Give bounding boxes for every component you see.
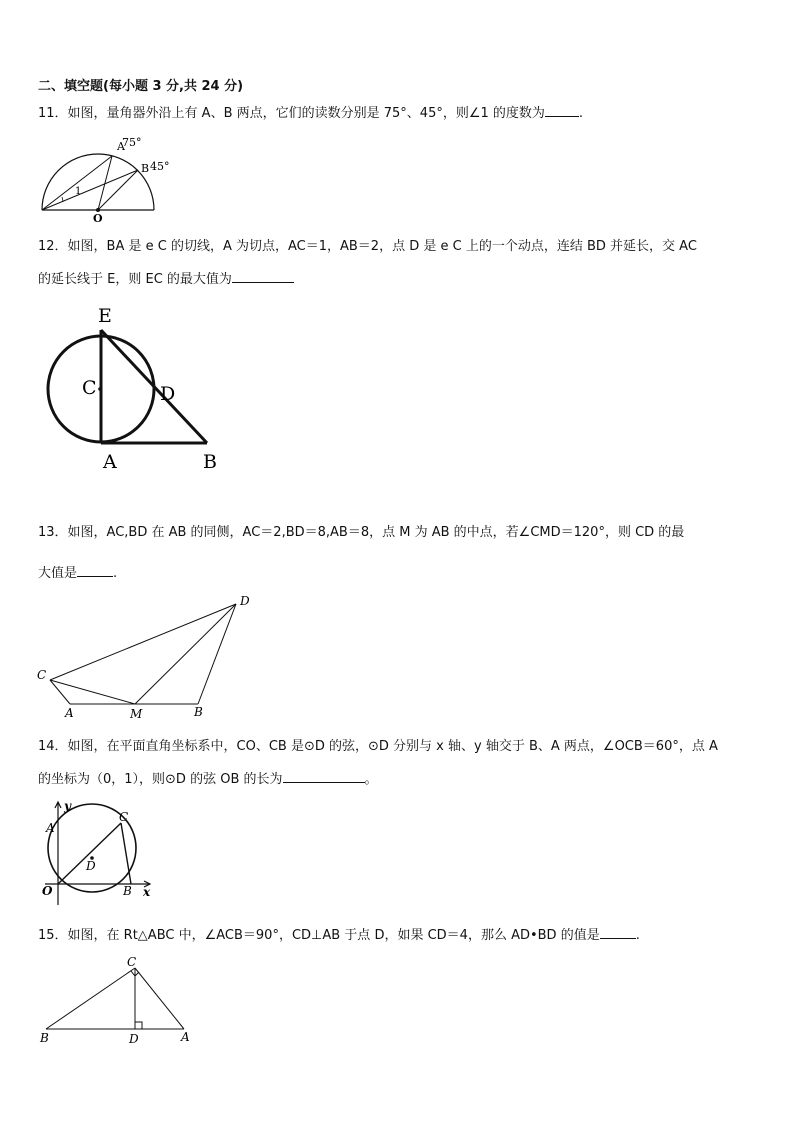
- answer-blank-15[interactable]: [600, 926, 636, 939]
- label-b: B: [141, 162, 150, 175]
- segment-cd: [50, 604, 236, 680]
- label-d: D: [160, 383, 176, 405]
- label-a15: A: [181, 1030, 190, 1044]
- question-12-line2-text: 的延长线于 E，则 EC 的最大值为: [38, 272, 232, 287]
- segment-md: [135, 604, 236, 704]
- label-d15: D: [129, 1032, 139, 1046]
- question-12-line1: 12．如图，BA 是 e C 的切线，A 为切点，AC＝1，AB＝2，点 D 是 e C 上的一个动点，连结 BD 并延长，交 AC: [38, 239, 697, 254]
- label-d14: D: [86, 859, 96, 873]
- label-b15: B: [40, 1031, 49, 1045]
- question-14-end: 。: [364, 772, 378, 787]
- question-13-line2-text: 大值是: [38, 566, 78, 581]
- label-c: C: [82, 377, 97, 399]
- protractor-arc: [42, 154, 154, 210]
- section-title: 二、填空题(每小题 3 分,共 24 分): [38, 79, 244, 94]
- label-e: E: [98, 305, 112, 327]
- label-b14: B: [123, 884, 132, 898]
- question-14-line1: 14．如图，在平面直角坐标系中，CO、CB 是⊙D 的弦，⊙D 分别与 x 轴、y 轴交于 B、A 两点，∠OCB＝60°，点 A: [38, 739, 718, 754]
- answer-blank-13[interactable]: [77, 564, 113, 577]
- segment-cm: [50, 680, 135, 704]
- right-angle-d: [135, 1022, 142, 1029]
- label-x: x: [143, 885, 151, 899]
- label-45: 45°: [150, 160, 170, 173]
- question-14-line2-text: 的坐标为（0，1），则⊙D 的弦 OB 的长为: [38, 772, 283, 787]
- label-y: y: [64, 799, 71, 813]
- question-15-text: 15．如图，在 Rt△ABC 中，∠ACB＝90°，CD⊥AB 于点 D，如果 CD＝4，那么 AD•BD 的值是: [38, 928, 600, 943]
- question-13-line1: 13．如图，AC,BD 在 AB 的同侧，AC＝2,BD＝8,AB＝8，点 M 为 AB 的中点，若∠CMD＝120°，则 CD 的最: [38, 525, 685, 540]
- center-c: [98, 387, 102, 391]
- segment-ca15: [135, 968, 184, 1029]
- segment-bc: [46, 968, 135, 1029]
- label-o14: O: [42, 884, 53, 898]
- label-o: O: [93, 212, 103, 225]
- segment-bd: [198, 604, 236, 704]
- label-75: 75°: [122, 136, 142, 149]
- segment-eb: [101, 330, 207, 443]
- question-11-text: 11．如图，量角器外沿上有 A、B 两点，它们的读数分别是 75°、45°，则∠1 的度数为: [38, 106, 545, 121]
- label-a: A: [117, 140, 125, 153]
- question-14-line2: [38, 770, 378, 789]
- segment-ca: [50, 680, 70, 704]
- label-c13: C: [37, 668, 47, 682]
- line-left-a: [42, 156, 112, 210]
- label-d13: D: [240, 594, 250, 608]
- question-15-end: .: [635, 928, 640, 943]
- question-11-end: .: [578, 106, 584, 121]
- label-m13: M: [130, 707, 143, 721]
- question-15: [38, 926, 640, 945]
- label-a12: A: [103, 451, 117, 473]
- answer-blank-14[interactable]: [283, 770, 365, 783]
- label-b13: B: [194, 705, 203, 719]
- label-angle-1: 1: [75, 186, 82, 197]
- chord-oc: [58, 823, 121, 884]
- question-13-end: .: [113, 566, 118, 581]
- line-o-a: [98, 156, 112, 210]
- label-c15: C: [127, 955, 137, 969]
- answer-blank-12[interactable]: [232, 270, 294, 283]
- line-o-b: [98, 170, 138, 210]
- label-c14: C: [119, 810, 129, 824]
- line-left-b: [42, 170, 138, 210]
- question-12-line2: [38, 270, 294, 289]
- label-a13: A: [65, 706, 74, 720]
- label-b12: B: [203, 451, 217, 473]
- question-13-line2: [38, 564, 117, 583]
- label-a14: A: [46, 821, 55, 835]
